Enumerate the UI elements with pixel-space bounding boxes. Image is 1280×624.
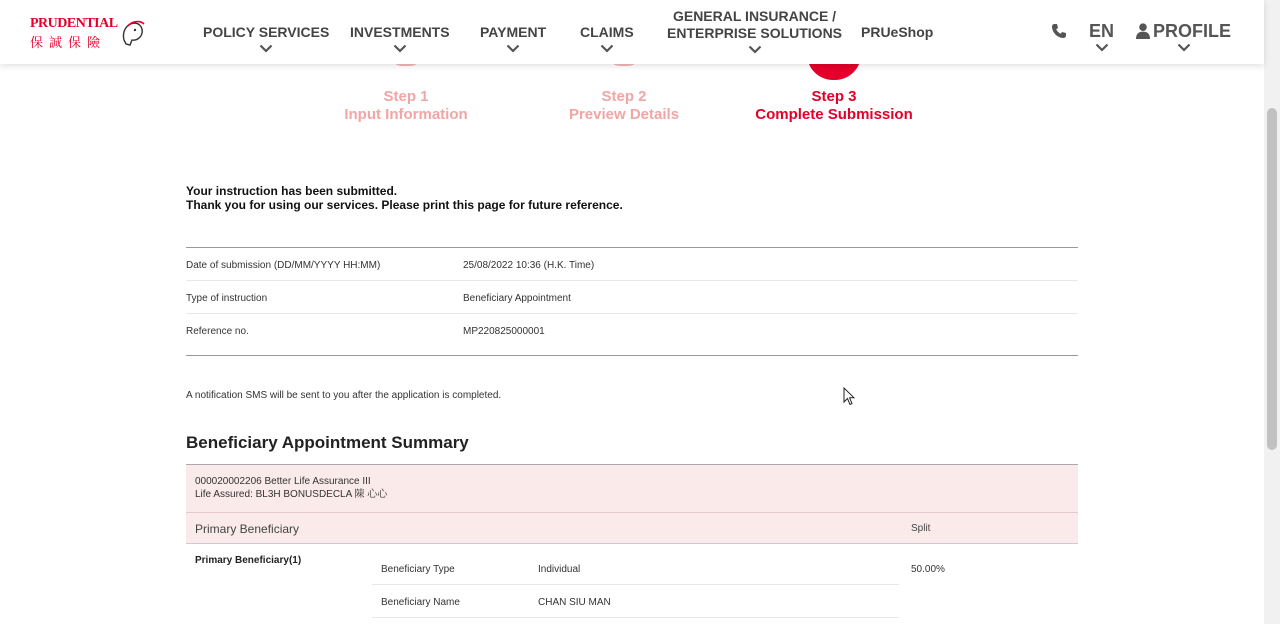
- summary-title: Beneficiary Appointment Summary: [186, 433, 469, 452]
- logo-wordmark: PRUDENTIAL: [30, 16, 118, 31]
- nav-label: PRUeShop: [861, 24, 934, 40]
- split-value: 50.00%: [911, 564, 945, 575]
- policy-line: 000020002206 Better Life Assurance III: [195, 476, 371, 487]
- profile-label: PROFILE: [1153, 21, 1232, 41]
- nav-claims[interactable]: [580, 0, 634, 64]
- nav-policy-services[interactable]: [203, 0, 329, 64]
- policy-info-box: [186, 464, 1078, 512]
- nav-investments[interactable]: [350, 0, 450, 64]
- detail-value: 25/08/2022 10:36 (H.K. Time): [463, 260, 595, 271]
- beneficiary-field-value: Individual: [538, 564, 581, 575]
- step-2-text: [544, 88, 704, 124]
- logo-chinese-text: 保誠保險: [30, 35, 107, 50]
- chevron-down-icon: [600, 44, 614, 53]
- beneficiary-field-label: Beneficiary Name: [381, 597, 460, 608]
- notification-note: A notification SMS will be sent to you after the application is completed.: [186, 390, 502, 401]
- beneficiary-row-type: [372, 552, 899, 585]
- step-subtitle: Complete Submission: [755, 106, 913, 123]
- detail-row-reference: [186, 314, 1078, 347]
- chevron-down-icon: [748, 45, 762, 54]
- chevron-down-icon: [393, 44, 407, 53]
- nav-label-line1: GENERAL INSURANCE /: [672, 8, 837, 24]
- step-subtitle: Input Information: [344, 106, 468, 123]
- top-navigation-bar: [0, 0, 1264, 64]
- detail-value: MP220825000001: [463, 326, 545, 337]
- divider: [186, 355, 1078, 356]
- confirmation-message: [186, 184, 623, 212]
- life-assured-line: Life Assured: BL3H BONUSDECLA 陳 心心: [195, 489, 388, 500]
- detail-row-type: [186, 281, 1078, 314]
- nav-label: CLAIMS: [580, 24, 634, 40]
- prudential-logo[interactable]: [30, 16, 146, 48]
- nav-label: POLICY SERVICES: [203, 24, 330, 40]
- user-icon: [1136, 23, 1150, 39]
- language-label: EN: [1089, 21, 1115, 41]
- phone-icon: [1051, 23, 1067, 39]
- detail-label: Type of instruction: [186, 293, 268, 304]
- nav-label: PAYMENT: [480, 24, 547, 40]
- scrollbar-thumb[interactable]: [1267, 108, 1277, 450]
- nav-label: INVESTMENTS: [350, 24, 450, 40]
- header-split: Split: [911, 523, 931, 534]
- step-title: Step 3: [811, 88, 857, 105]
- confirmation-line-1: Your instruction has been submitted.: [186, 184, 398, 198]
- step-3-text: [744, 88, 924, 124]
- step-title: Step 2: [601, 88, 647, 105]
- chevron-down-icon: [259, 44, 273, 53]
- chevron-down-icon: [1095, 43, 1109, 52]
- nav-payment[interactable]: [480, 0, 546, 64]
- beneficiary-table-header: [186, 512, 1078, 544]
- header-primary-beneficiary: Primary Beneficiary: [195, 522, 300, 536]
- chevron-down-icon: [1177, 43, 1191, 52]
- chevron-down-icon: [506, 44, 520, 53]
- nav-label-line2: ENTERPRISE SOLUTIONS: [667, 25, 843, 41]
- detail-label: Date of submission (DD/MM/YYYY HH:MM): [186, 260, 381, 271]
- detail-label: Reference no.: [186, 326, 249, 337]
- step-title: Step 1: [383, 88, 429, 105]
- step-subtitle: Preview Details: [568, 106, 680, 123]
- vertical-scrollbar[interactable]: [1264, 0, 1280, 624]
- prudence-head-icon: [116, 18, 146, 46]
- beneficiary-field-label: Beneficiary Type: [381, 564, 455, 575]
- mouse-cursor-icon: [843, 387, 855, 406]
- phone-button[interactable]: [1051, 0, 1067, 64]
- beneficiary-field-value: CHAN SIU MAN: [538, 597, 611, 608]
- step-1-text: [326, 88, 486, 124]
- language-selector[interactable]: [1089, 0, 1114, 64]
- profile-row: [1136, 21, 1231, 41]
- detail-row-date: [186, 248, 1078, 281]
- beneficiary-row-name: [372, 585, 899, 618]
- confirmation-line-2: Thank you for using our services. Please print this page for future reference.: [186, 198, 623, 212]
- nav-prueshop[interactable]: [861, 0, 933, 64]
- detail-value: Beneficiary Appointment: [463, 293, 571, 304]
- nav-label: [667, 8, 842, 42]
- nav-general-insurance[interactable]: [667, 0, 842, 64]
- profile-menu[interactable]: [1136, 0, 1231, 64]
- primary-beneficiary-title: Primary Beneficiary(1): [195, 555, 302, 566]
